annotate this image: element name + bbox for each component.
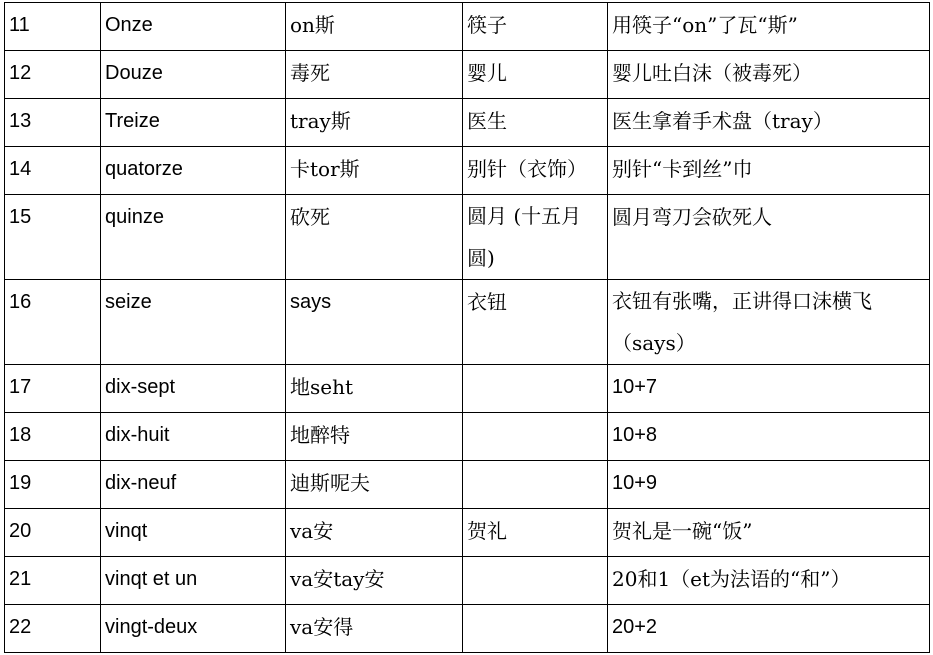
french-word-cell: vinqt et un: [101, 557, 286, 605]
table-row: [5, 51, 930, 99]
table-row: [5, 147, 930, 195]
pronunciation-cell: 砍死: [286, 195, 463, 280]
french-word-cell: dix-neuf: [101, 461, 286, 509]
mnemonic-cell: 10+7: [608, 365, 930, 413]
pronunciation-cell: says: [286, 280, 463, 365]
image-word-cell: [463, 413, 608, 461]
table-row: [5, 557, 930, 605]
number-cell: 11: [5, 3, 101, 51]
mnemonic-cell: 20+2: [608, 605, 930, 653]
table-row: [5, 280, 930, 365]
french-word-cell: seize: [101, 280, 286, 365]
pronunciation-cell: 卡tor斯: [286, 147, 463, 195]
number-cell: 21: [5, 557, 101, 605]
image-word-cell: [463, 557, 608, 605]
pronunciation-cell: 毒死: [286, 51, 463, 99]
french-word-cell: vingt-deux: [101, 605, 286, 653]
table-row: [5, 605, 930, 653]
mnemonic-cell: 10+8: [608, 413, 930, 461]
image-word-cell: 贺礼: [463, 509, 608, 557]
pronunciation-cell: 地seht: [286, 365, 463, 413]
table-row: [5, 99, 930, 147]
image-word-cell: 婴儿: [463, 51, 608, 99]
number-cell: 18: [5, 413, 101, 461]
image-word-cell: 医生: [463, 99, 608, 147]
image-word-cell: 圆月 (十五月圆): [463, 195, 608, 280]
image-word-cell: [463, 365, 608, 413]
image-word-cell: [463, 461, 608, 509]
image-word-cell: 别针（衣饰）: [463, 147, 608, 195]
mnemonic-cell: 圆月弯刀会砍死人: [608, 195, 930, 280]
mnemonic-cell: 10+9: [608, 461, 930, 509]
pronunciation-cell: 地醉特: [286, 413, 463, 461]
number-cell: 20: [5, 509, 101, 557]
number-cell: 12: [5, 51, 101, 99]
mnemonic-cell: 用筷子“on”了瓦“斯”: [608, 3, 930, 51]
number-cell: 17: [5, 365, 101, 413]
french-word-cell: dix-huit: [101, 413, 286, 461]
table-row: [5, 195, 930, 280]
number-cell: 15: [5, 195, 101, 280]
image-word-cell: 筷子: [463, 3, 608, 51]
table-row: [5, 509, 930, 557]
mnemonic-cell: 别针“卡到丝”巾: [608, 147, 930, 195]
number-cell: 22: [5, 605, 101, 653]
pronunciation-cell: va安: [286, 509, 463, 557]
french-word-cell: vinqt: [101, 509, 286, 557]
table-row: [5, 3, 930, 51]
pronunciation-cell: 迪斯呢夫: [286, 461, 463, 509]
french-word-cell: quinze: [101, 195, 286, 280]
pronunciation-cell: va安tay安: [286, 557, 463, 605]
mnemonic-cell: 20和1（et为法语的“和”）: [608, 557, 930, 605]
table-row: [5, 413, 930, 461]
number-cell: 19: [5, 461, 101, 509]
vocabulary-table: [4, 2, 930, 653]
mnemonic-cell: 贺礼是一碗“饭”: [608, 509, 930, 557]
french-word-cell: quatorze: [101, 147, 286, 195]
french-word-cell: dix-sept: [101, 365, 286, 413]
mnemonic-cell: 医生拿着手术盘（tray）: [608, 99, 930, 147]
image-word-cell: [463, 605, 608, 653]
table-row: [5, 365, 930, 413]
image-word-cell: 衣钮: [463, 280, 608, 365]
number-cell: 14: [5, 147, 101, 195]
mnemonic-cell: 衣钮有张嘴，正讲得口沫横飞（says）: [608, 280, 930, 365]
pronunciation-cell: tray斯: [286, 99, 463, 147]
table-row: [5, 461, 930, 509]
pronunciation-cell: on斯: [286, 3, 463, 51]
mnemonic-cell: 婴儿吐白沫（被毒死）: [608, 51, 930, 99]
number-cell: 13: [5, 99, 101, 147]
number-cell: 16: [5, 280, 101, 365]
french-word-cell: Treize: [101, 99, 286, 147]
french-word-cell: Douze: [101, 51, 286, 99]
french-word-cell: Onze: [101, 3, 286, 51]
pronunciation-cell: va安得: [286, 605, 463, 653]
